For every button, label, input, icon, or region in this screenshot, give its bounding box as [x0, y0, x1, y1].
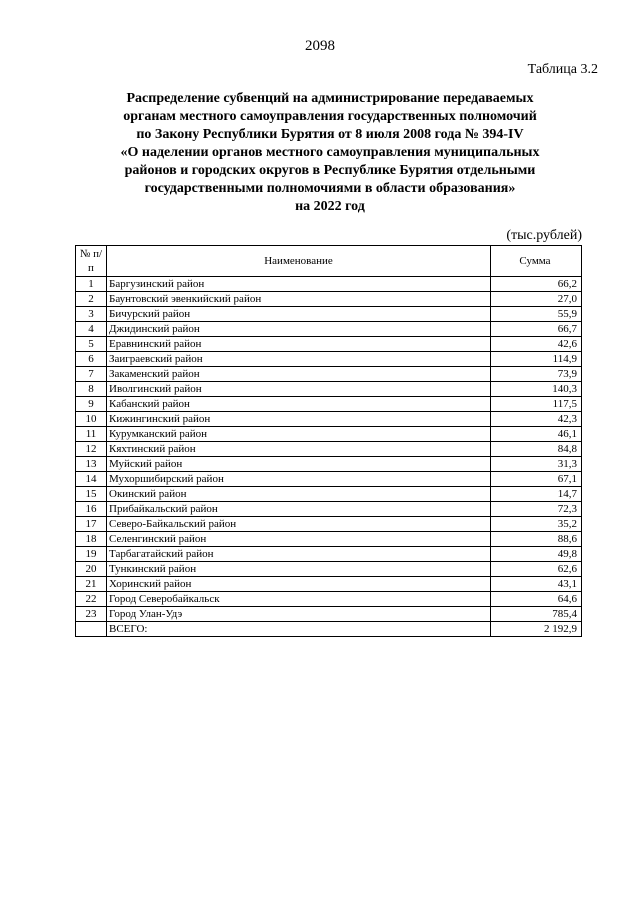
row-name: Кабанский район	[107, 397, 491, 412]
table-row	[76, 577, 582, 592]
row-num: 1	[76, 277, 107, 292]
row-sum: 67,1	[491, 472, 582, 487]
title-line: государственными полномочиями в области образования»	[144, 181, 516, 196]
row-name: Курумканский район	[107, 427, 491, 442]
row-sum: 117,5	[491, 397, 582, 412]
row-name: Город Улан-Удэ	[107, 607, 491, 622]
row-name: Город Северобайкальск	[107, 592, 491, 607]
row-num: 7	[76, 367, 107, 382]
row-num: 4	[76, 322, 107, 337]
table-row	[76, 337, 582, 352]
total-num-cell	[76, 622, 107, 637]
title-line: органам местного самоуправления государственных полномочий	[123, 109, 537, 124]
row-num: 14	[76, 472, 107, 487]
row-sum: 14,7	[491, 487, 582, 502]
row-name: Иволгинский район	[107, 382, 491, 397]
row-name: Мухоршибирский район	[107, 472, 491, 487]
row-num: 19	[76, 547, 107, 562]
table-row	[76, 352, 582, 367]
table-row	[76, 397, 582, 412]
row-sum: 62,6	[491, 562, 582, 577]
table-row	[76, 367, 582, 382]
row-num: 15	[76, 487, 107, 502]
table-body	[76, 277, 582, 622]
total-row	[76, 622, 582, 637]
row-name: Еравнинский район	[107, 337, 491, 352]
row-num: 2	[76, 292, 107, 307]
row-name: Бичурский район	[107, 307, 491, 322]
table-row	[76, 412, 582, 427]
row-name: Тарбагатайский район	[107, 547, 491, 562]
row-num: 23	[76, 607, 107, 622]
row-sum: 55,9	[491, 307, 582, 322]
total-label: ВСЕГО:	[107, 622, 491, 637]
row-num: 6	[76, 352, 107, 367]
total-sum: 2 192,9	[491, 622, 582, 637]
header-num: № п/п	[76, 246, 107, 277]
row-name: Закаменский район	[107, 367, 491, 382]
row-num: 22	[76, 592, 107, 607]
document-title	[100, 90, 560, 216]
table-row	[76, 427, 582, 442]
row-num: 8	[76, 382, 107, 397]
row-sum: 84,8	[491, 442, 582, 457]
table-row	[76, 442, 582, 457]
row-num: 12	[76, 442, 107, 457]
row-sum: 88,6	[491, 532, 582, 547]
row-num: 13	[76, 457, 107, 472]
row-name: Прибайкальский район	[107, 502, 491, 517]
table-row	[76, 457, 582, 472]
row-sum: 66,7	[491, 322, 582, 337]
table-row	[76, 487, 582, 502]
row-num: 16	[76, 502, 107, 517]
table-row	[76, 382, 582, 397]
row-sum: 140,3	[491, 382, 582, 397]
table-row	[76, 502, 582, 517]
row-name: Муйский район	[107, 457, 491, 472]
row-sum: 42,6	[491, 337, 582, 352]
row-name: Кижингинский район	[107, 412, 491, 427]
table-header-row	[76, 246, 582, 277]
row-sum: 35,2	[491, 517, 582, 532]
row-sum: 785,4	[491, 607, 582, 622]
row-name: Баунтовский эвенкийский район	[107, 292, 491, 307]
page-number: 2098	[305, 38, 335, 54]
row-sum: 43,1	[491, 577, 582, 592]
row-num: 9	[76, 397, 107, 412]
table-row	[76, 607, 582, 622]
row-sum: 42,3	[491, 412, 582, 427]
units-label: (тыс.рублей)	[506, 228, 582, 243]
title-line: по Закону Республики Бурятия от 8 июля 2008 года № 394-IV	[136, 127, 524, 142]
row-sum: 114,9	[491, 352, 582, 367]
row-sum: 31,3	[491, 457, 582, 472]
row-num: 20	[76, 562, 107, 577]
row-sum: 66,2	[491, 277, 582, 292]
table-row	[76, 307, 582, 322]
table-row	[76, 517, 582, 532]
title-line: районов и городских округов в Республике Бурятия отдельными	[124, 163, 536, 178]
row-name: Окинский район	[107, 487, 491, 502]
row-name: Баргузинский район	[107, 277, 491, 292]
row-name: Джидинский район	[107, 322, 491, 337]
row-num: 17	[76, 517, 107, 532]
row-name: Селенгинский район	[107, 532, 491, 547]
header-name: Наименование	[107, 246, 491, 277]
row-sum: 72,3	[491, 502, 582, 517]
table-row	[76, 562, 582, 577]
row-sum: 49,8	[491, 547, 582, 562]
row-num: 3	[76, 307, 107, 322]
row-num: 5	[76, 337, 107, 352]
row-sum: 73,9	[491, 367, 582, 382]
row-num: 11	[76, 427, 107, 442]
row-name: Заиграевский район	[107, 352, 491, 367]
row-name: Кяхтинский район	[107, 442, 491, 457]
row-num: 18	[76, 532, 107, 547]
table-row	[76, 547, 582, 562]
title-line: Распределение субвенций на администрирование передаваемых	[126, 91, 534, 106]
table-row	[76, 277, 582, 292]
table-row	[76, 292, 582, 307]
row-name: Хоринский район	[107, 577, 491, 592]
row-sum: 64,6	[491, 592, 582, 607]
subsidy-table	[75, 245, 582, 637]
table-row	[76, 592, 582, 607]
row-num: 10	[76, 412, 107, 427]
row-sum: 27,0	[491, 292, 582, 307]
row-name: Тункинский район	[107, 562, 491, 577]
row-num: 21	[76, 577, 107, 592]
row-sum: 46,1	[491, 427, 582, 442]
header-sum: Сумма	[491, 246, 582, 277]
table-row	[76, 472, 582, 487]
row-name: Северо-Байкальский район	[107, 517, 491, 532]
table-row	[76, 532, 582, 547]
title-line: на 2022 год	[295, 199, 365, 214]
table-label: Таблица 3.2	[527, 62, 598, 77]
title-line: «О наделении органов местного самоуправления муниципальных	[120, 145, 540, 160]
table-row	[76, 322, 582, 337]
